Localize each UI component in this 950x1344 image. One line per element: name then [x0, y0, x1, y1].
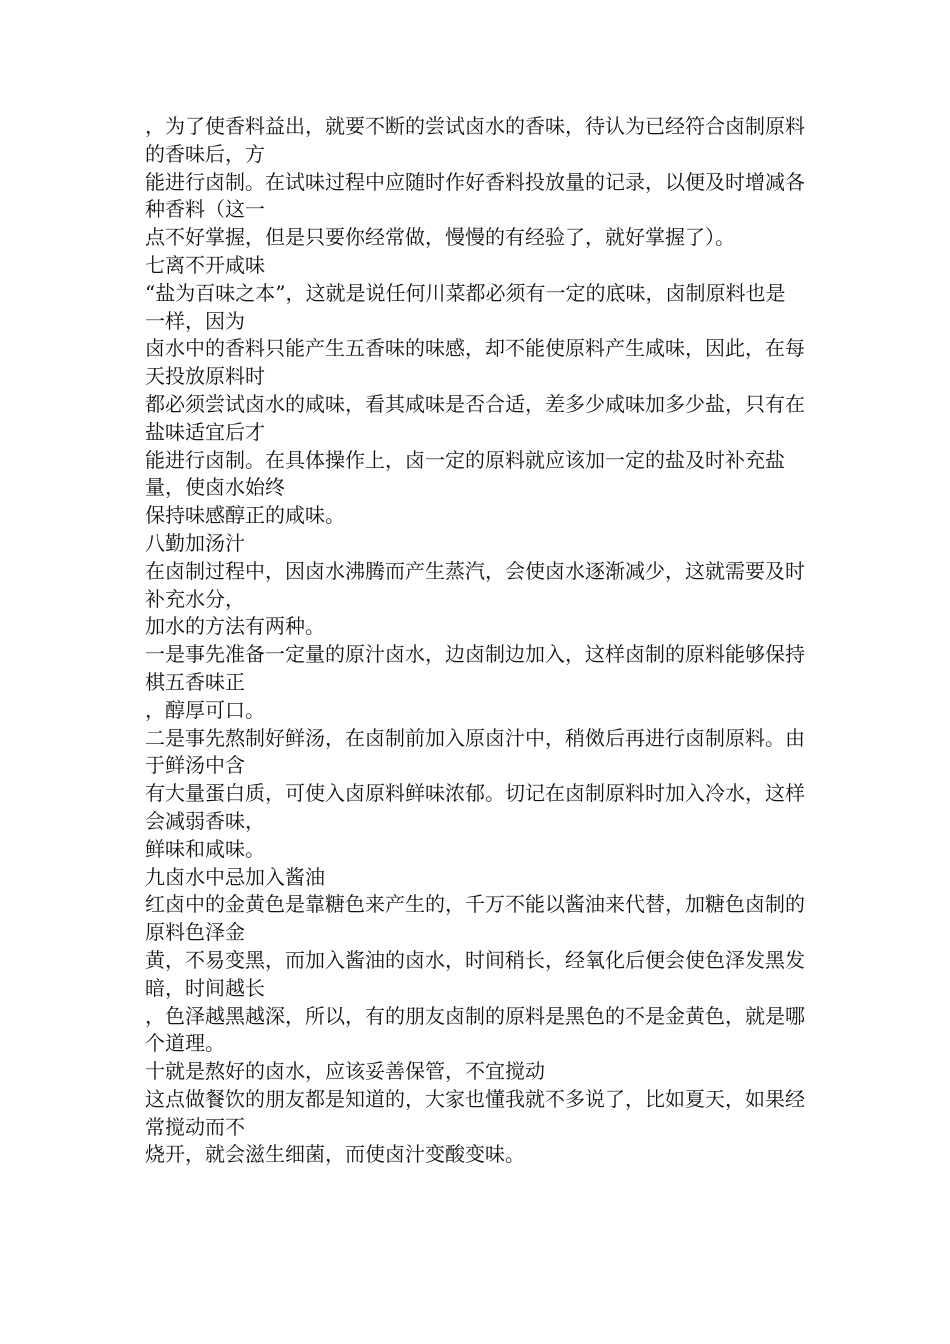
text-line: ，为了使香料益出，就要不断的尝试卤水的香味，待认为已经符合卤制原料的香味后，方 [145, 114, 805, 166]
text-line: 有大量蛋白质，可使入卤原料鲜味浓郁。切记在卤制原料时加入冷水，这样会减弱香味， [145, 781, 805, 833]
text-line: 鲜味和咸味。 [145, 836, 265, 861]
section-heading: 十就是熬好的卤水，应该妥善保管，不宜搅动 [145, 1059, 545, 1084]
text-line: “盐为百味之本”，这就是说任何川菜都必须有一定的底味，卤制原料也是一样，因为 [145, 280, 786, 333]
text-line: 一是事先准备一定量的原汁卤水，边卤制边加入，这样卤制的原料能够保持棋五香味正 [145, 642, 805, 694]
text-line: 红卤中的金黄色是靠糖色来产生的，千万不能以酱油来代替，加糖色卤制的原料色泽金 [145, 892, 805, 945]
section-heading: 七离不开咸味 [145, 252, 265, 277]
text-line: 在卤制过程中，因卤水沸腾而产生蒸汽，会使卤水逐渐减少，这就需要及时补充水分， [145, 558, 805, 611]
text-line: 这点做餐饮的朋友都是知道的，大家也懂我就不多说了，比如夏天，如果经常搅动而不 [145, 1086, 805, 1139]
text-line: ，色泽越黑越深，所以，有的朋友卤制的原料是黑色的不是金黄色，就是哪个道理。 [145, 1003, 805, 1056]
text-line: 黄，不易变黑，而加入酱油的卤水，时间稍长，经氧化后便会使色泽发黑发暗，时间越长 [145, 947, 805, 1000]
text-line: 都必须尝试卤水的咸味，看其咸味是否合适，差多少咸味加多少盐，只有在盐味适宜后才 [145, 391, 805, 444]
text-line: 卤水中的香料只能产生五香味的味感，却不能使原料产生咸味，因此，在每天投放原料时 [145, 336, 805, 389]
text-line: 能进行卤制。在具体操作上，卤一定的原料就应该加一定的盐及时补充盐量，使卤水始终 [145, 447, 785, 500]
text-line: 能进行卤制。在试味过程中应随时作好香料投放量的记录，以便及时增减各种香料（这一 [145, 169, 805, 222]
document-body [145, 113, 805, 1169]
text-line: 烧开，就会滋生细菌，而使卤汁变酸变味。 [145, 1142, 525, 1167]
section-heading: 八勤加汤汁 [145, 530, 245, 555]
text-line: 保持味感醇正的咸味。 [145, 503, 345, 528]
text-line: 二是事先熬制好鲜汤，在卤制前加入原卤汁中，稍傚后再进行卤制原料。由于鲜汤中含 [145, 725, 805, 778]
text-line: 加水的方法有两种。 [145, 614, 325, 639]
section-heading: 九卤水中忌加入酱油 [145, 864, 325, 889]
text-line: 点不好掌握，但是只要你经常做，慢慢的有经验了，就好掌握了）。 [145, 225, 735, 250]
text-line: ，醇厚可口。 [145, 697, 265, 722]
